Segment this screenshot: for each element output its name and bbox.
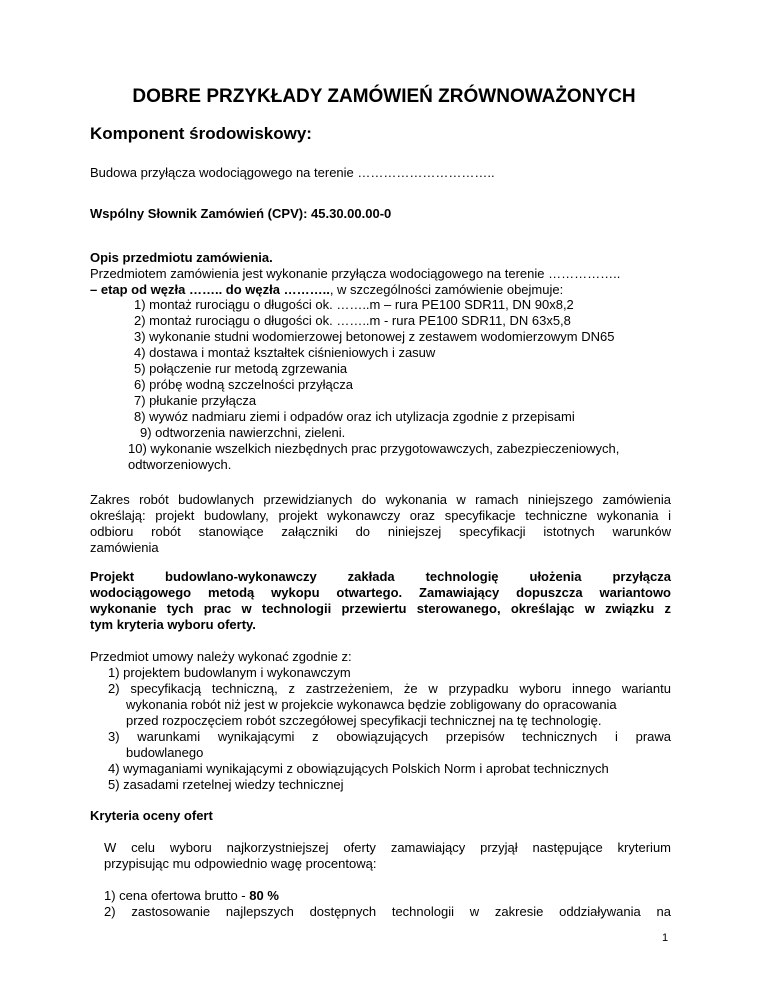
- opis-heading: Opis przedmiotu zamówienia.: [90, 250, 273, 265]
- cpv-line: Wspólny Słownik Zamówień (CPV): 45.30.00.00-0: [90, 206, 392, 221]
- list-item: 4) dostawa i montaż kształtek ciśnieniowych i zasuw: [134, 345, 436, 360]
- umowa-line: 5) zasadami rzetelnej wiedzy technicznej: [108, 777, 344, 792]
- kryteria-heading: Kryteria oceny ofert: [90, 808, 213, 823]
- umowa-line: 3) warunkami wynikającymi z obowiązujących przepisów technicznych i prawa: [108, 729, 671, 744]
- kryteria-item-1: [104, 888, 279, 904]
- kryteria-item-1-text: 1) cena ofertowa brutto -: [104, 888, 250, 903]
- umowa-line: 4) wymaganiami wynikającymi z obowiązujących Polskich Norm i aprobat technicznych: [108, 761, 609, 776]
- umowa-line: budowlanego: [126, 745, 204, 760]
- zakres-line: określają: projekt budowlany, projekt wykonawczy oraz specyfikacje techniczne wykonania i: [90, 508, 671, 523]
- zakres-line: odbioru robót stanowiące załączniki do niniejszej specyfikacji istotnych warunków: [90, 524, 671, 539]
- list-item: 6) próbę wodną szczelności przyłącza: [134, 377, 353, 392]
- projekt-line: wykonanie tych prac w technologii przewiertu sterowanego, określając w związku z: [90, 601, 671, 616]
- document-title: DOBRE PRZYKŁADY ZAMÓWIEŃ ZRÓWNOWAŻONYCH: [132, 86, 636, 107]
- opis-line-2-rest: , w szczególności zamówienie obejmuje:: [329, 282, 564, 297]
- opis-line-1: Przedmiotem zamówienia jest wykonanie przyłącza wodociągowego na terenie ……………..: [90, 266, 621, 281]
- kryteria-line: przypisując mu odpowiednio wagę procentową:: [104, 856, 377, 871]
- umowa-line: przed rozpoczęciem robót szczegółowej specyfikacji technicznej na tę technologię.: [126, 713, 602, 728]
- list-item: 7) płukanie przyłącza: [134, 393, 257, 408]
- list-item: 10) wykonanie wszelkich niezbędnych prac przygotowawczych, zabezpieczeniowych,: [128, 441, 620, 456]
- list-item: 3) wykonanie studni wodomierzowej betonowej z zestawem wodomierzowym DN65: [134, 329, 615, 344]
- list-item: 2) montaż rurociągu o długości ok. ……..m - rura PE100 SDR11, DN 63x5,8: [134, 313, 571, 328]
- list-item: 1) montaż rurociągu o długości ok. ……..m – rura PE100 SDR11, DN 90x8,2: [134, 297, 574, 312]
- umowa-intro: Przedmiot umowy należy wykonać zgodnie z:: [90, 649, 352, 664]
- umowa-line: 2) specyfikacją techniczną, z zastrzeżeniem, że w przypadku wyboru innego wariantu: [108, 681, 671, 696]
- kryteria-line: W celu wyboru najkorzystniejszej oferty zamawiający przyjął następujące kryterium: [104, 840, 671, 855]
- opis-line-2-bold: – etap od węzła …….. do węzła ………..: [90, 282, 330, 297]
- projekt-line: wodociągowego metodą wykopu otwartego. Zamawiający dopuszcza wariantowo: [90, 585, 671, 600]
- page-number: 1: [662, 932, 669, 944]
- projekt-line: tym kryteria wyboru oferty.: [90, 617, 256, 632]
- umowa-line: 1) projektem budowlanym i wykonawczym: [108, 665, 351, 680]
- list-item: 9) odtworzenia nawierzchni, zieleni.: [140, 425, 346, 440]
- list-item: 5) połączenie rur metodą zgrzewania: [134, 361, 348, 376]
- zakres-line: Zakres robót budowlanych przewidzianych do wykonania w ramach niniejszego zamówienia: [90, 492, 671, 507]
- kryteria-item-1-value: 80 %: [249, 888, 279, 903]
- intro-line: Budowa przyłącza wodociągowego na terenie …………………………..: [90, 165, 495, 180]
- opis-line-2: [90, 282, 563, 298]
- kryteria-item-2: 2) zastosowanie najlepszych dostępnych technologii w zakresie oddziaływania na: [104, 904, 671, 919]
- list-item: odtworzeniowych.: [128, 457, 232, 472]
- zakres-line: zamówienia: [90, 540, 159, 555]
- umowa-line: wykonania robót niż jest w projekcie wykonawca będzie zobligowany do opracowania: [126, 697, 617, 712]
- component-heading: Komponent środowiskowy:: [90, 124, 312, 143]
- list-item: 8) wywóz nadmiaru ziemi i odpadów oraz ich utylizacja zgodnie z przepisami: [134, 409, 575, 424]
- projekt-line: Projekt budowlano-wykonawczy zakłada technologię ułożenia przyłącza: [90, 569, 671, 584]
